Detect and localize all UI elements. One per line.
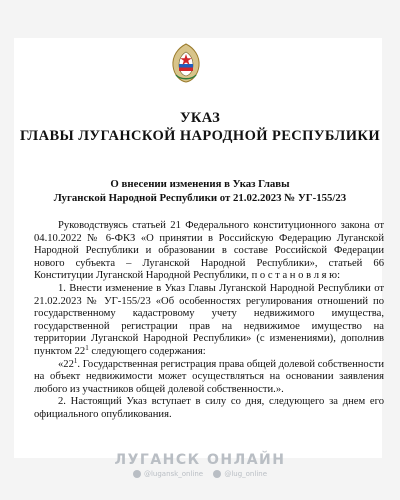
subject-line-2: Луганской Народной Республики от 21.02.2023 № УГ-155/23 — [53, 192, 347, 204]
item-1-superscript: 1 — [85, 343, 89, 352]
vk-handle-text: @lug_online — [224, 470, 268, 478]
quoted-clause-paragraph — [34, 356, 384, 397]
item-1-text: 1. Внести изменение в Указ Главы Луганской Народной Республики от 21.02.2023 № УГ-155/23 «Об особенностях регулирования отношений по государственному кадастровому учету недвижимого имущества, государственной регистрации прав на недвижимое имущество на территории Луганской Народной Республики» (с изменениями), дополнив пунктом 22 — [34, 282, 384, 357]
quoted-clause-text: . Государственная регистрация права общей долевой собственности на объект недвижимости может осуществляться на основании заявления любого из участников общей долевой собственности.». — [34, 358, 384, 395]
telegram-handle-text: @lugansk_online — [143, 470, 204, 478]
lpr-coat-of-arms-icon — [166, 42, 206, 84]
decree-heading: УКАЗ — [179, 110, 221, 126]
item-1-tail: следующего содержания: — [88, 345, 206, 357]
watermark-handles — [0, 470, 400, 480]
vk-icon — [213, 470, 221, 478]
quoted-clause-superscript: 1 — [73, 356, 78, 365]
item-2-paragraph: 2. Настоящий Указ вступает в силу со дня, следующего за днем его официального опубликования. — [34, 396, 384, 420]
telegram-handle — [133, 470, 203, 478]
item-1-paragraph — [34, 283, 384, 359]
issuer-heading: ГЛАВЫ ЛУГАНСКОЙ НАРОДНОЙ РЕСПУБЛИКИ — [19, 128, 381, 144]
preamble-paragraph: Руководствуясь статьей 21 Федерального конституционного закона от 04.10.2022 № 6-ФКЗ «О принятии в Российскую Федерацию Луганской Народной Республики и образовании в составе Российской Федерации нового субъекта – Луганской Народной Республики», статьей 66 Конституции Луганской Народной Республики, п о с т а н о в л я ю: — [34, 220, 384, 282]
watermark-title: ЛУГАНСК ОНЛАЙН — [114, 452, 286, 468]
vk-handle — [213, 470, 267, 478]
decree-body — [34, 220, 384, 422]
telegram-icon — [133, 470, 141, 478]
quoted-clause-open: «22 — [58, 358, 74, 370]
subject-line-1: О внесении изменения в Указ Главы — [110, 178, 290, 190]
